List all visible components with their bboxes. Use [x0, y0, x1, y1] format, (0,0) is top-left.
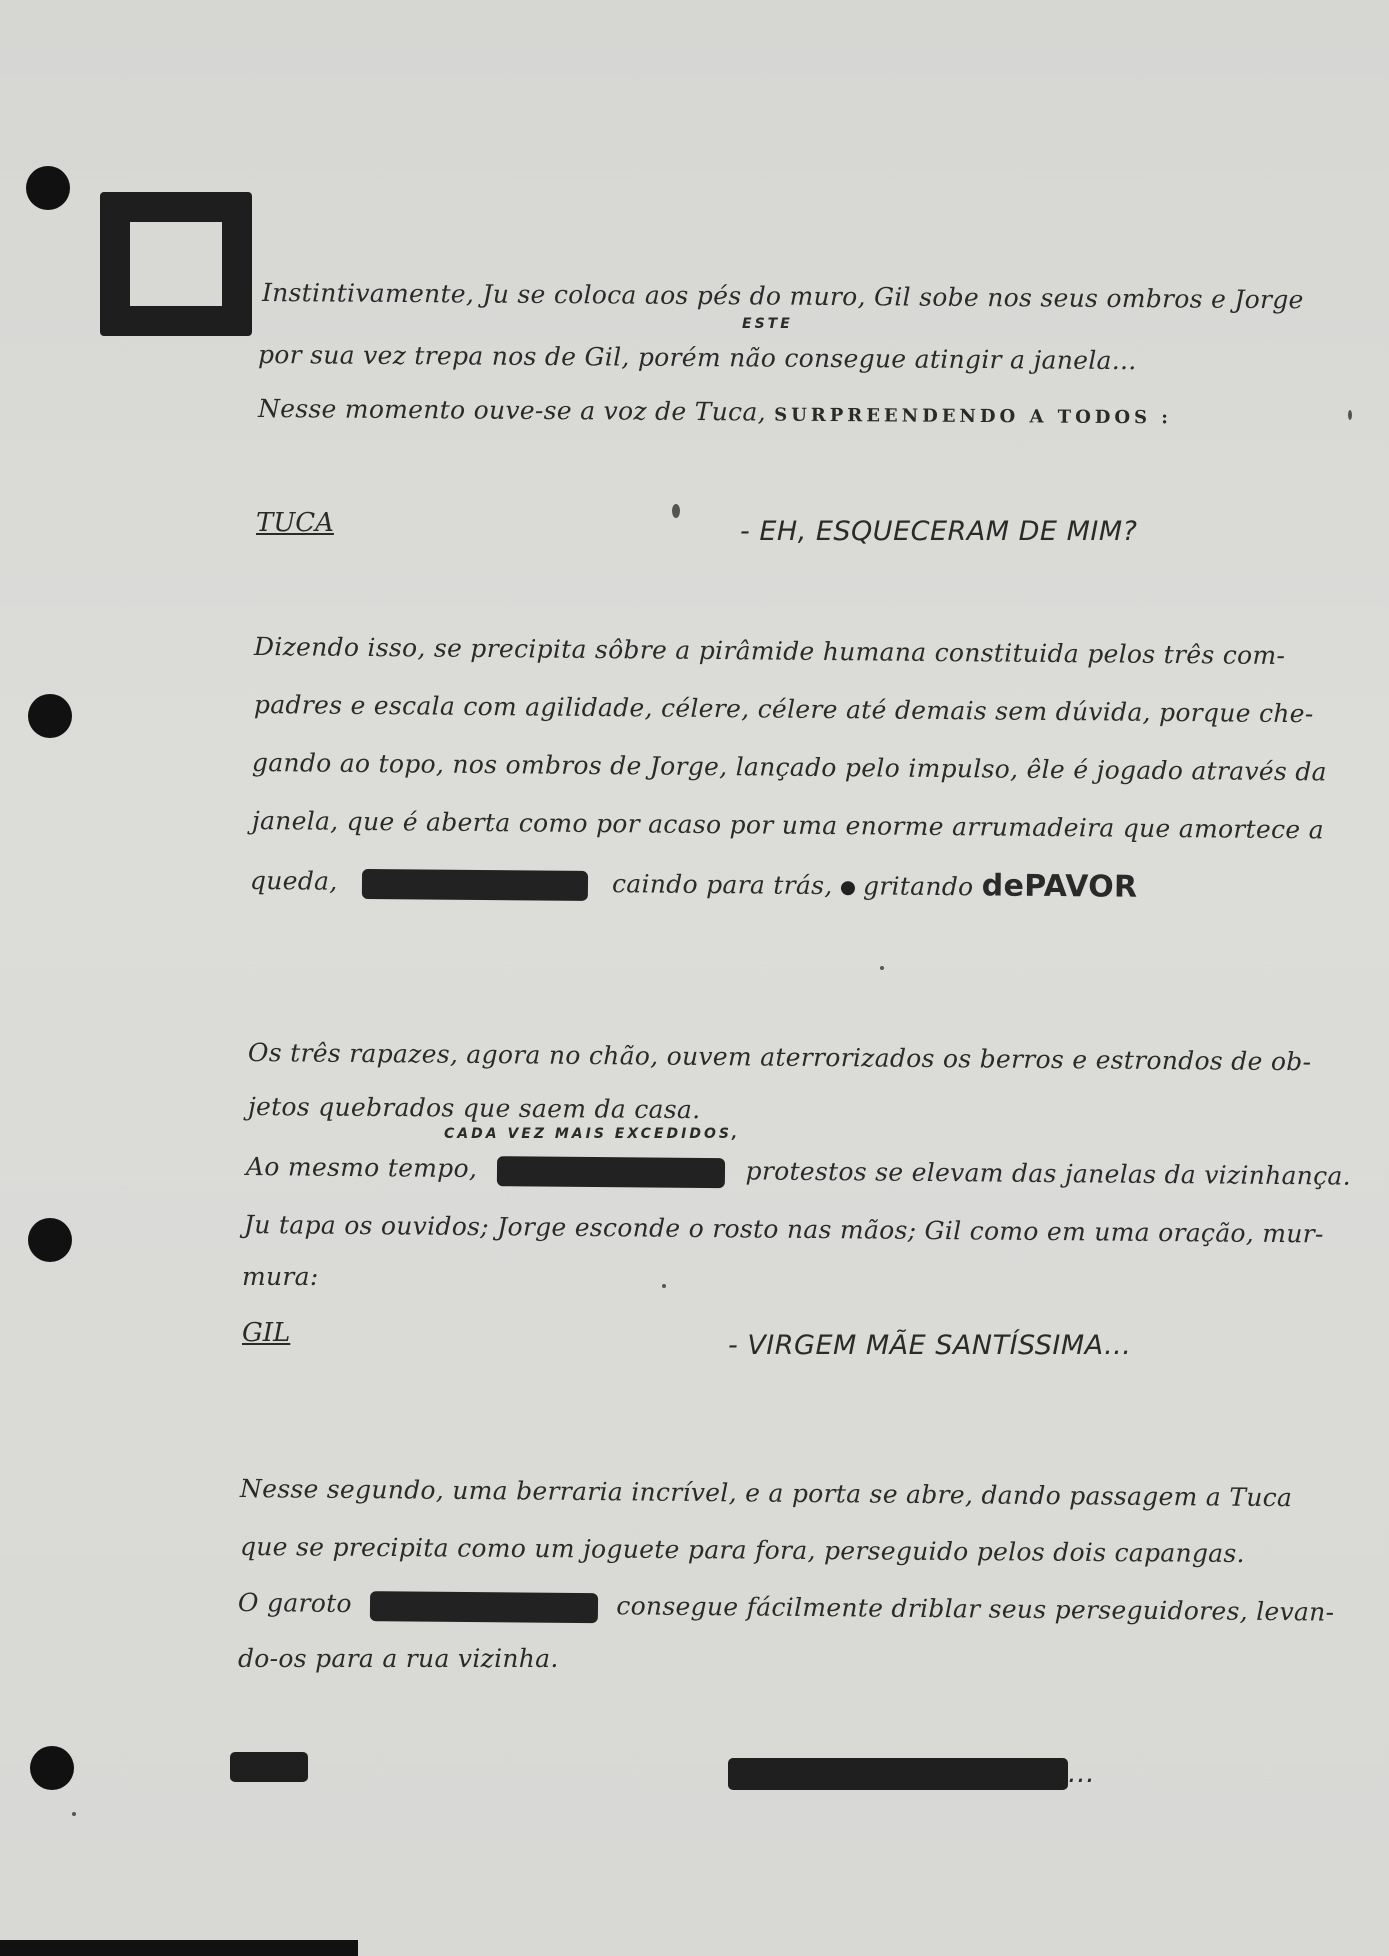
- insertion-este: ESTE: [742, 316, 793, 332]
- redaction-small: [841, 881, 855, 895]
- p2-line-3: gando ao topo, nos ombros de Jorge, lançado pelo impulso, êle é jogado através da: [251, 748, 1327, 787]
- binder-hole-2: [28, 694, 72, 738]
- redaction-2: [497, 1156, 725, 1188]
- paper-speck: [880, 966, 884, 970]
- p3-line-1: Os três rapazes, agora no chão, ouvem aterrorizados os berros e estrondos de ob-: [247, 1038, 1312, 1077]
- p4-line-1: Nesse segundo, uma berraria incrível, e a porta se abre, dando passagem a Tuca: [239, 1474, 1293, 1513]
- square-mark: [100, 192, 252, 336]
- p2-line-2: padres e escala com agilidade, célere, célere até demais sem dúvida, porque che-: [253, 690, 1314, 729]
- p3-line-2: jetos quebrados que saem da casa.: [247, 1092, 701, 1125]
- paper-speck: [72, 1812, 76, 1816]
- binder-hole-4: [30, 1746, 74, 1790]
- p2-line-5: queda, caindo para trás, gritando dePAVOR: [249, 866, 1138, 905]
- p4-line-4: do-os para a rua vizinha.: [238, 1644, 559, 1673]
- scan-edge-bar: [0, 1940, 358, 1956]
- paper-speck: [662, 1284, 666, 1288]
- redaction-footer-left: [230, 1752, 308, 1782]
- p2-line-4: janela, que é aberta como por acaso por uma enorme arrumadeira que amortece a: [251, 806, 1325, 845]
- dialogue-tuca: - EH, ESQUECERAM DE MIM?: [740, 516, 1138, 547]
- p1-line-3: Nesse momento ouve-se a voz de Tuca, SURPREENDENDO A TODOS :: [257, 394, 1173, 429]
- redaction-footer-right: [728, 1758, 1068, 1790]
- redaction-1: [362, 868, 588, 900]
- p3-line-3: Ao mesmo tempo, protestos se elevam das janelas da vizinhança.: [245, 1152, 1352, 1191]
- footer-ellipsis: ...: [1068, 1758, 1096, 1789]
- p3-line-5: mura:: [242, 1262, 319, 1291]
- binder-hole-3: [28, 1218, 72, 1262]
- redaction-3: [370, 1591, 598, 1623]
- speaker-gil: GIL: [242, 1318, 291, 1348]
- p4-line-2: que se precipita como um joguete para fora, perseguido pelos dois capangas.: [239, 1532, 1245, 1569]
- insertion-cada-vez: CADA VEZ MAIS EXCEDIDOS,: [444, 1126, 741, 1142]
- binder-hole-1: [26, 166, 70, 210]
- p3-line-4: Ju tapa os ouvidos; Jorge esconde o rosto nas mãos; Gil como em uma oração, mur-: [243, 1210, 1324, 1249]
- paper-speck: [1348, 410, 1352, 420]
- p4-line-3: O garoto consegue fácilmente driblar seus perseguidores, levan-: [237, 1588, 1335, 1627]
- paper-speck: [672, 504, 680, 518]
- speaker-tuca: TUCA: [256, 508, 334, 538]
- p1-line-2: por sua vez trepa nos de Gil, porém não consegue atingir a janela...: [257, 340, 1137, 376]
- dialogue-gil: - VIRGEM MÃE SANTÍSSIMA...: [728, 1330, 1132, 1361]
- p2-line-1: Dizendo isso, se precipita sôbre a pirâmide humana constituida pelos três com-: [253, 632, 1286, 670]
- p1-line-1: Instintivamente, Ju se coloca aos pés do muro, Gil sobe nos seus ombros e Jorge: [261, 278, 1304, 315]
